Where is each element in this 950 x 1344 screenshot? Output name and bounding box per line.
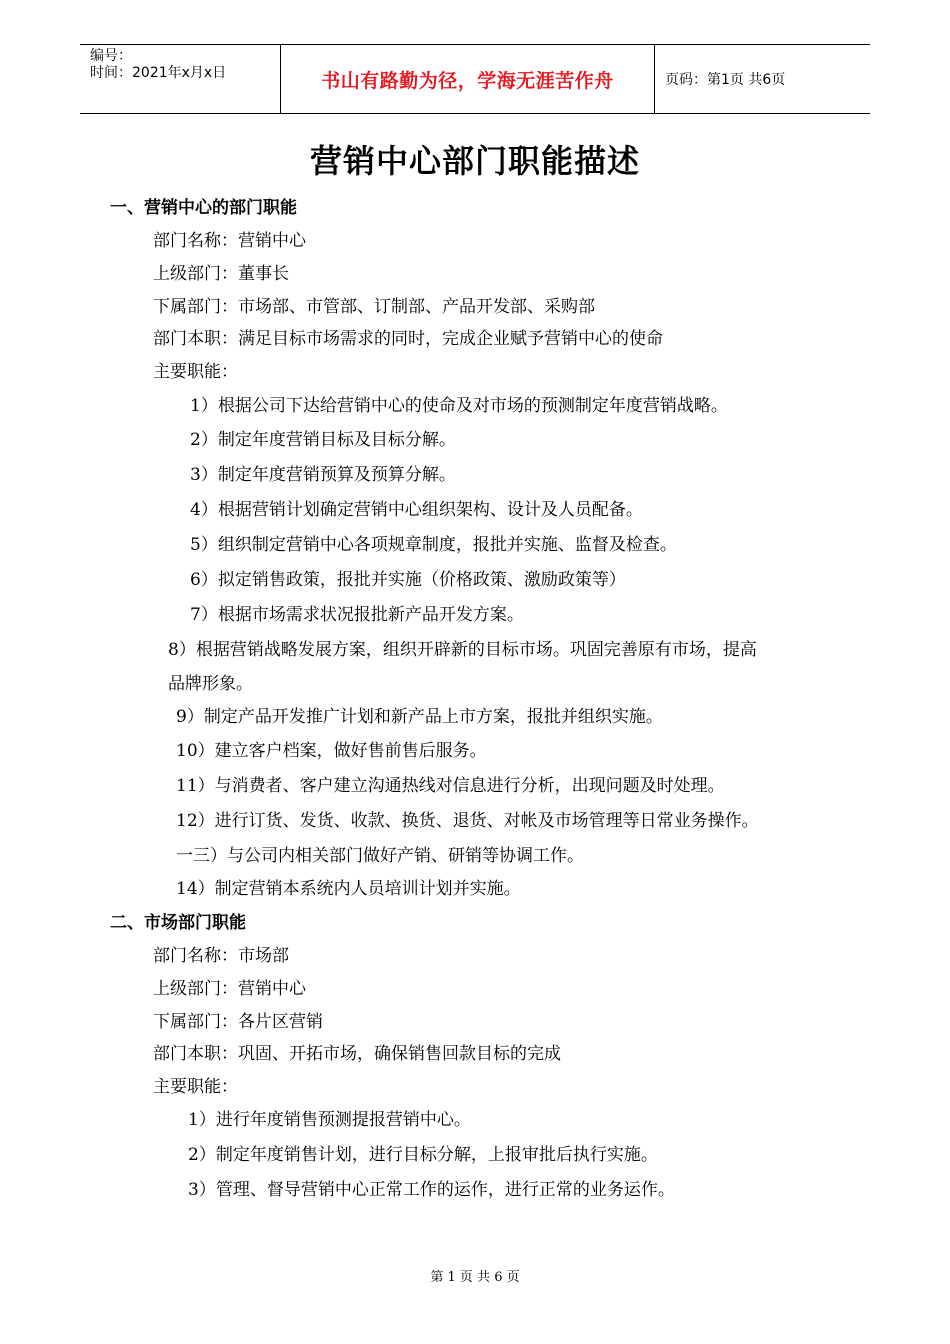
function-item: 10）建立客户档案，做好售前售后服务。 <box>176 741 487 761</box>
function-item: 2）制定年度营销目标及目标分解。 <box>190 430 456 450</box>
function-item: 2）制定年度销售计划，进行目标分解，上报审批后执行实施。 <box>188 1145 658 1165</box>
function-item: 3）制定年度营销预算及预算分解。 <box>190 465 456 485</box>
subordinate-departments: 下属部门：市场部、市管部、订制部、产品开发部、采购部 <box>153 297 595 317</box>
function-item: 7）根据市场需求状况报批新产品开发方案。 <box>190 605 524 625</box>
document-number-label: 编号： <box>90 48 132 64</box>
department-duty: 部门本职：满足目标市场需求的同时，完成企业赋予营销中心的使命 <box>153 329 663 349</box>
function-item: 12）进行订货、发货、收款、换货、退货、对帐及市场管理等日常业务操作。 <box>176 811 759 831</box>
function-item-continuation: 品牌形象。 <box>168 674 253 694</box>
function-item: 一三）与公司内相关部门做好产销、研销等协调工作。 <box>176 846 584 866</box>
department-duty: 部门本职：巩固、开拓市场，确保销售回款目标的完成 <box>153 1044 561 1064</box>
function-item: 1）进行年度销售预测提报营销中心。 <box>188 1110 471 1130</box>
section-heading-market-department: 二、市场部门职能 <box>110 913 246 933</box>
function-item: 3）管理、督导营销中心正常工作的运作，进行正常的业务运作。 <box>188 1180 675 1200</box>
function-item: 14）制定营销本系统内人员培训计划并实施。 <box>176 879 521 899</box>
page-title: 营销中心部门职能描述 <box>309 142 640 180</box>
superior-department: 上级部门：董事长 <box>153 264 289 284</box>
header-motto: 书山有路勤为径，学海无涯苦作舟 <box>281 45 655 113</box>
subordinate-departments: 下属部门：各片区营销 <box>153 1012 323 1032</box>
department-name: 部门名称：市场部 <box>153 946 289 966</box>
function-item: 9）制定产品开发推广计划和新产品上市方案，报批并组织实施。 <box>176 707 663 727</box>
page-footer: 第 1 页 共 6 页 <box>430 1270 520 1285</box>
header-page-info: 页码：第1页 共6页 <box>665 72 786 88</box>
function-item: 4）根据营销计划确定营销中心组织架构、设计及人员配备。 <box>190 500 643 520</box>
main-functions-label: 主要职能： <box>153 362 238 382</box>
function-item: 5）组织制定营销中心各项规章制度，报批并实施、监督及检查。 <box>190 535 677 555</box>
function-item: 11）与消费者、客户建立沟通热线对信息进行分析，出现问题及时处理。 <box>176 776 725 796</box>
section-heading-marketing-center: 一、营销中心的部门职能 <box>110 198 297 218</box>
function-item: 8）根据营销战略发展方案，组织开辟新的目标市场。巩固完善原有市场，提高 <box>168 640 757 660</box>
page-header <box>80 44 870 114</box>
main-functions-label: 主要职能： <box>153 1077 238 1097</box>
department-name: 部门名称：营销中心 <box>153 231 306 251</box>
function-item: 6）拟定销售政策，报批并实施（价格政策、激励政策等） <box>190 570 626 590</box>
superior-department: 上级部门：营销中心 <box>153 979 306 999</box>
header-meta <box>80 45 281 113</box>
function-item: 1）根据公司下达给营销中心的使命及对市场的预测制定年度营销战略。 <box>190 396 728 416</box>
document-time: 时间：2021年x月x日 <box>90 65 227 81</box>
